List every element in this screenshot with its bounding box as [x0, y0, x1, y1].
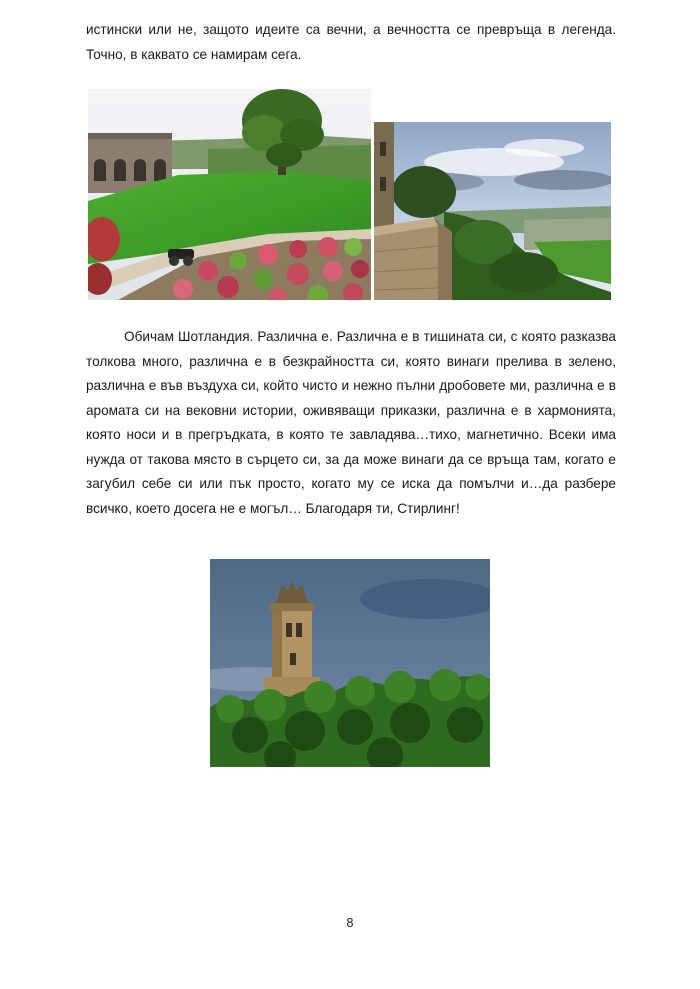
page-number: 8	[346, 916, 354, 930]
castle-garden-photo	[88, 89, 371, 300]
wallace-monument-photo	[210, 559, 490, 767]
paragraph-intro: истински или не, защото идеите са вечни, а вечността се превръща в легенда. Точно, в каквато се намирам сега.	[86, 22, 616, 62]
castle-wall-view-photo	[374, 122, 611, 300]
paragraph-scotland: Обичам Шотландия. Различна е. Различна е в тишината си, с която разказва толкова много, различна е в безкрайността си, която винаги прелива в зелено, различна е във въздуха си, който чисто и нежно пълни дробовете ми, различна е в аромата си на вековни истории, оживяващи приказки, различна е в хармонията, която носи и в прегръдката, в която те завладява…тихо, магнетично. Всеки има нужда от такова място в сърцето си, за да може винаги да се връща там, когато е загубил себе си или пък просто, когато му се иска да помълчи и…да разбере всичко, което досега не е могъл… Благодаря ти, Стирлинг!	[86, 329, 616, 516]
